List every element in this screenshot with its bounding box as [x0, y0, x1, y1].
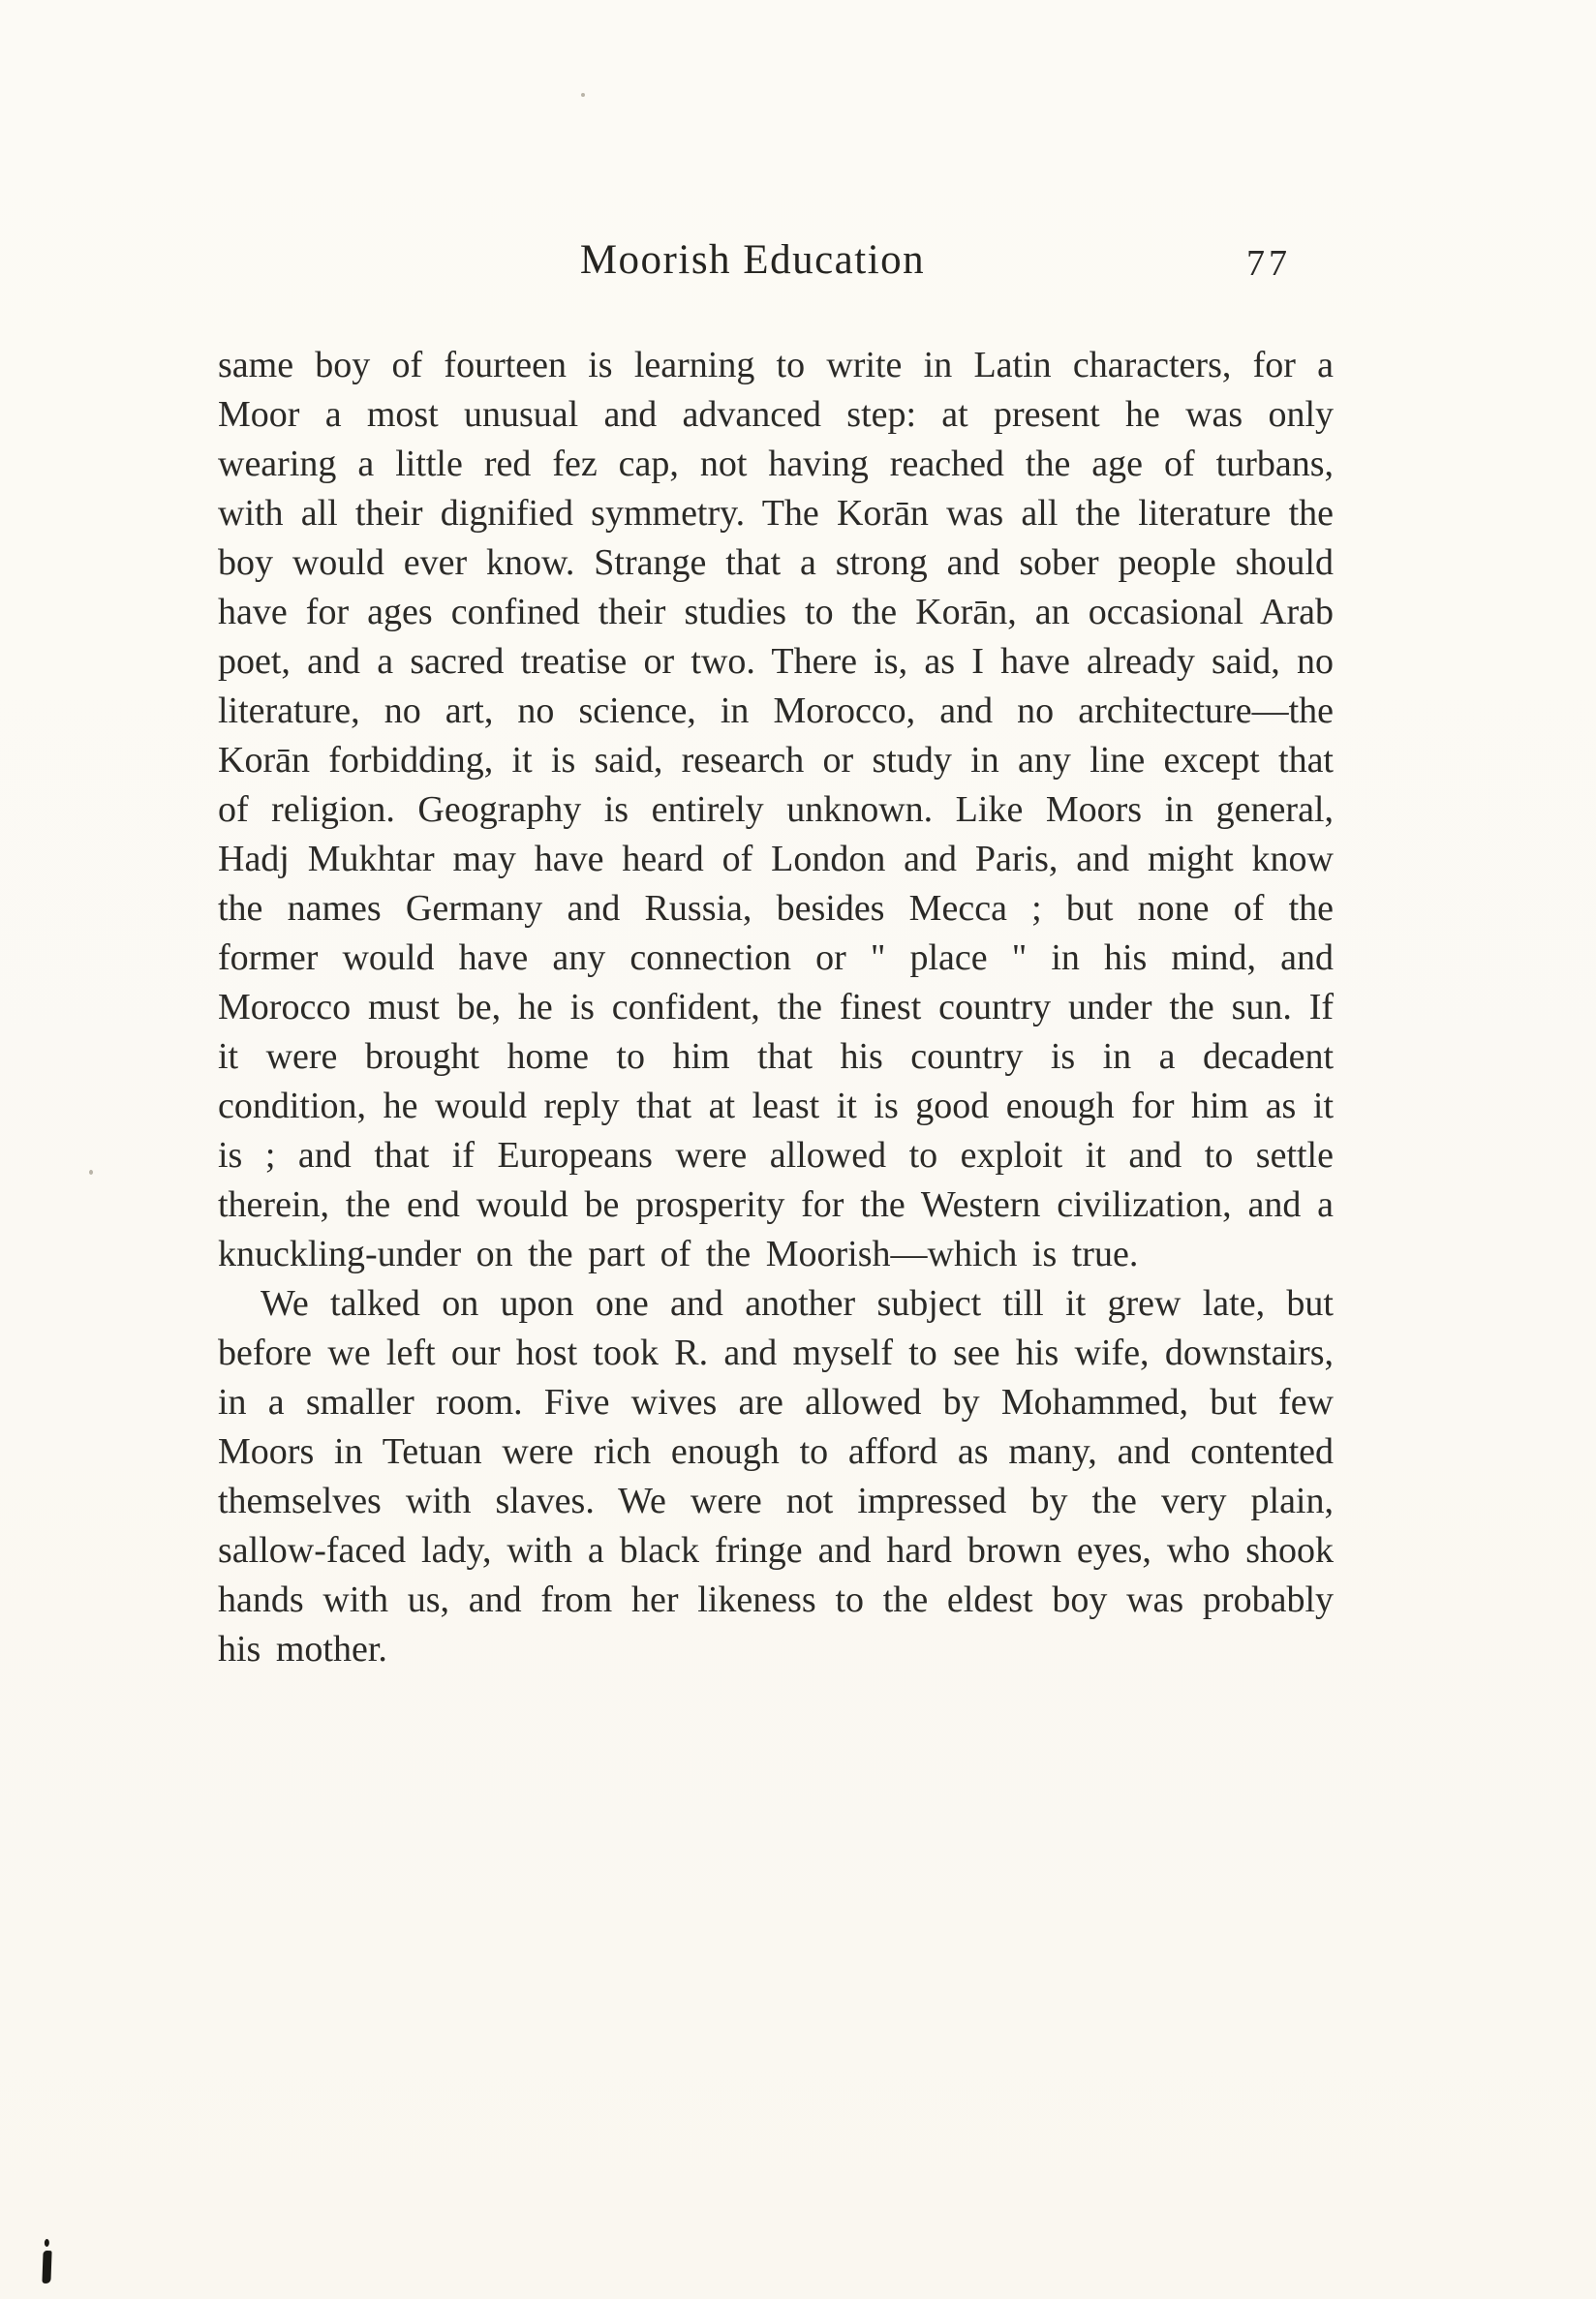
paragraph: We talked on upon one and another subject till it grew late, but before we left our host took R. and myself to see his wife, downstairs, in a smaller room. Five wives are allowed by Mohammed, but few Moors in Tetuan were rich enough to afford as many, and contented themselves with slaves. We were not impressed by the very plain, sallow-faced lady, with a black fringe and hard brown eyes, who shook hands with us, and from her likeness to the eldest boy was probably his mother.	[218, 1283, 1334, 1670]
page-number: 77	[1246, 243, 1291, 284]
scan-speck	[581, 93, 585, 97]
ink-mark-artifact	[42, 2251, 51, 2284]
page-body	[218, 341, 1334, 1674]
running-header-title: Moorish Education	[579, 237, 926, 283]
paragraph-continuation: same boy of fourteen is learning to write in Latin characters, for a Moor a most unusual and advanced step: at present he was only wearing a little red fez cap, not having reached the age of turbans, with all their dignified symmetry. The Korān was all the literature the boy would ever know. Strange that a strong and sober people should have for ages confined their studies to the Korān, an occasional Arab poet, and a sacred treatise or two. There is, as I have already said, no literature, no art, no science, in Morocco, and no architecture—the Korān forbidding, it is said, research or study in any line except that of religion. Geography is entirely unknown. Like Moors in general, Hadj Mukhtar may have heard of London and Paris, and might know the names Germany and Russia, besides Mecca ; but none of the former would have any connection or " place " in his mind, and Morocco must be, he is confident, the finest country under the sun. If it were brought home to him that his country is in a decadent condition, he would reply that at least it is good enough for him as it is ; and that if Europeans were allowed to exploit it and to settle therein, the end would be prosperity for the Western civilization, and a knuckling-under on the part of the Moorish—which is true.	[218, 345, 1334, 1274]
scan-speck	[89, 1170, 93, 1175]
page-header	[218, 236, 1334, 294]
